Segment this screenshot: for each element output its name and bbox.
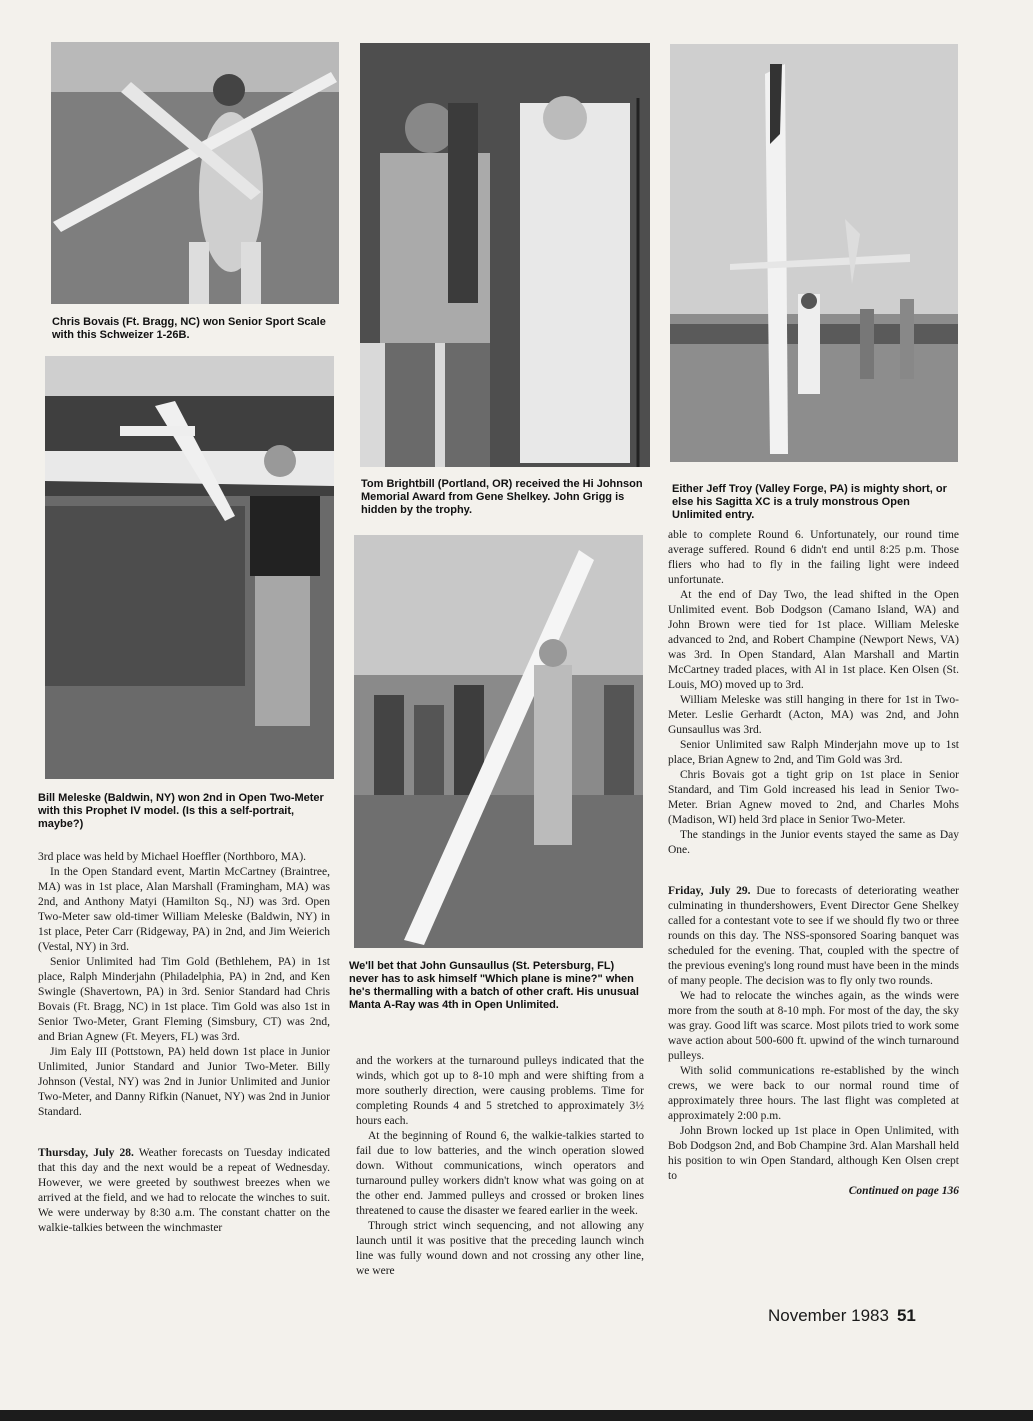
caption-john-gunsaullus: We'll bet that John Gunsaullus (St. Petersburg, FL) never has to ask himself "Which plane is mine?" when he's thermalling with a batch of other craft. His unusual Manta A-Ray was 4th in Open Unlimited. <box>349 960 639 1011</box>
caption-tom-brightbill: Tom Brightbill (Portland, OR) received the Hi Johnson Memorial Award from Gene Shelkey. John Grigg is hidden by the trophy. <box>361 478 643 516</box>
prophet-illustration <box>45 356 334 779</box>
paragraph: In the Open Standard event, Martin McCartney (Braintree, MA) was in 1st place, Alan Marshall (Framingham, MA) was 2nd, and Anthony Matyi (Hamilton Sq., NJ) was 3rd. Open Two-Meter saw old-timer William Meleske (Baldwin, NY) in 1st place, Peter Carr (Ridgeway, PA) in 2nd, and Jim Weierich (Vestal, NY) in 3rd. <box>38 866 330 953</box>
caption-chris-bovais: Chris Bovais (Ft. Bragg, NC) won Senior Sport Scale with this Schweizer 1-26B. <box>52 316 326 341</box>
paragraph: and the workers at the turnaround pulleys indicated that the winds, which got up to 8-10 mph and were shifting from a more southerly direction, were causing problems. Time for completing Rounds 4 and 5 stretched to approximately 3½ hours each. <box>356 1055 644 1127</box>
section-lead-thursday: Thursday, July 28. <box>38 1147 134 1159</box>
paragraph-text: Due to forecasts of deteriorating weather culminating in thundershowers, Event Director Gene Shelkey called for a contestant vote to see if we should fly two or three rounds on this day. The NSS-sponsored Soaring banquet was scheduled for the evening. That, coupled with the spectre of the previous evening's long round must have been in the minds of many people. The decision was to fly only two rounds. <box>668 885 959 987</box>
issue-date: November 1983 <box>768 1306 889 1325</box>
award-illustration <box>360 43 650 467</box>
paragraph: Senior Unlimited had Tim Gold (Bethlehem, PA) in 1st place, Ralph Minderjahn (Philadelphia, PA) in 2nd, and Ken Swingle (Shavertown, PA) in 3rd. Senior Standard had Chris Bovais (Ft. Bragg, NC) in 1st place. Tim Gold was also 1st in Senior Two-Meter, Grant Fleming (Simsbury, CT) was 2nd, and Brian Agnew (Ft. Meyers, FL) was 3rd. <box>38 956 330 1043</box>
paragraph-text: Weather forecasts on Tuesday indicated that this day and the next would be a repeat of Wednesday. However, we were greeted by southwest breezes when we arrived at the field, and we had to relocate the winches to suit. We were underway by 8:30 a.m. The constant chatter on the walkie-talkies between the winchmaster <box>38 1147 330 1234</box>
paragraph: Jim Ealy III (Pottstown, PA) held down 1st place in Junior Unlimited, Junior Standard and Junior Two-Meter. Billy Johnson (Vestal, NY) was 2nd in Junior Unlimited and Junior Two-Meter, and Danny Rifkin (Nanuet, NY) was 2nd in Junior Standard. <box>38 1046 330 1118</box>
page-footer <box>768 1306 916 1326</box>
paragraph: 3rd place was held by Michael Hoeffler (Northboro, MA). <box>38 851 307 863</box>
continued-link[interactable]: Continued on page 136 <box>848 1185 959 1197</box>
paragraph: With solid communications re-established by the winch crews, we were back to our normal round time of approximately three hours. The last flight was completed at approximately 2:00 p.m. <box>668 1065 959 1122</box>
paragraph: Senior Unlimited saw Ralph Minderjahn move up to 1st place, Brian Agnew to 2nd, and Tim Gold was 3rd. <box>668 739 959 766</box>
page-edge <box>0 1410 1033 1421</box>
paragraph: The standings in the Junior events stayed the same as Day One. <box>668 829 959 856</box>
paragraph: William Meleske was still hanging in there for 1st in Two-Meter. Leslie Gerhardt (Acton, MA) was 2nd, and John Gunsaullus was 3rd. <box>668 694 959 736</box>
photo-tom-brightbill <box>360 43 650 467</box>
glider-illustration <box>51 42 339 304</box>
paragraph-friday <box>668 884 959 989</box>
photo-jeff-troy <box>670 44 958 462</box>
photo-bill-meleske <box>45 356 334 779</box>
paragraph: able to complete Round 6. Unfortunately, our round time average suffered. Round 6 didn't end until 8:25 p.m. Those fliers who had to fly in the failing light were indeed unfortunate. <box>668 529 959 586</box>
page-number: 51 <box>896 1306 916 1325</box>
caption-bill-meleske: Bill Meleske (Baldwin, NY) won 2nd in Open Two-Meter with this Prophet IV model. (Is this a self-portrait, maybe?) <box>38 792 324 830</box>
photo-chris-bovais <box>51 42 339 304</box>
article-column-1 <box>38 850 330 1236</box>
article-column-3 <box>668 528 959 1199</box>
paragraph: John Brown locked up 1st place in Open Unlimited, with Bob Dodgson 2nd, and Bob Champine 3rd. Alan Marshall held his position to win Open Standard, although Ken Olsen crept to <box>668 1125 959 1182</box>
article-column-2 <box>356 1054 644 1279</box>
paragraph-thursday <box>38 1146 330 1236</box>
caption-jeff-troy: Either Jeff Troy (Valley Forge, PA) is mighty short, or else his Sagitta XC is a truly monstrous Open Unlimited entry. <box>672 483 947 521</box>
sagitta-illustration <box>670 44 958 462</box>
section-lead-friday: Friday, July 29. <box>668 885 751 897</box>
photo-john-gunsaullus <box>354 535 643 948</box>
paragraph: Chris Bovais got a tight grip on 1st place in Senior Standard, and Tim Gold increased his lead in Senior Two-Meter. Brian Agnew moved to 2nd, and Charles Mohs (Madison, WI) held 3rd place in Senior Two-Meter. <box>668 769 959 826</box>
paragraph: At the beginning of Round 6, the walkie-talkies started to fail due to low batteries, and the winch operation slowed down. Without communications, winch operators and turnaround pulley workers didn't know what was going on at the other end. Jammed pulleys and crossed or broken lines threatened to cause the disaster we feared earlier in the week. <box>356 1130 644 1217</box>
manta-illustration <box>354 535 643 948</box>
paragraph: At the end of Day Two, the lead shifted in the Open Unlimited event. Bob Dodgson (Camano Island, WA) and John Brown were tied for 1st place. William Meleske advanced to 2nd, and Robert Champine (Newport News, VA) was 3rd. In Open Standard, Alan Marshall and Martin McCartney traded places, with Al in 1st place. Ken Olsen (St. Louis, MO) moved up to 3rd. <box>668 589 959 691</box>
paragraph: We had to relocate the winches again, as the winds were more from the south at 8-10 mph. For most of the day, the sky was gray. Good lift was scarce. Most pilots tried to work some wave action about 500-600 ft. upwind of the winch turnaround pulleys. <box>668 990 959 1062</box>
paragraph: Through strict winch sequencing, and not allowing any launch until it was positive that the preceding launch winch line was fully wound down and not crossing any other line, we were <box>356 1220 644 1277</box>
